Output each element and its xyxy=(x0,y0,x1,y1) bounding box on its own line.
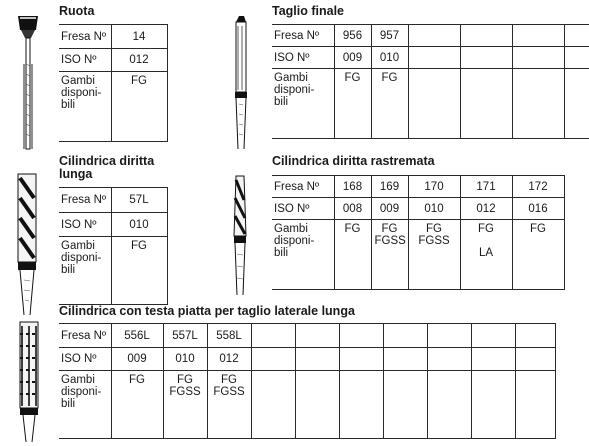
table-cell xyxy=(111,213,167,237)
table-cell xyxy=(512,25,564,47)
cell-line: 172 xyxy=(528,180,548,193)
label-line: Gambi xyxy=(274,223,308,235)
cell-line: 012 xyxy=(219,353,239,365)
table-cell xyxy=(251,348,295,371)
label-line: Fresa Nº xyxy=(274,29,320,42)
cell-line: 558L xyxy=(216,329,242,342)
cell-line: FG xyxy=(381,223,398,235)
table-cell xyxy=(334,220,371,290)
row-label xyxy=(272,220,334,290)
table-cell xyxy=(427,348,471,371)
table-cell xyxy=(460,25,512,47)
table-cell xyxy=(334,198,371,220)
row-label xyxy=(272,69,334,139)
row-label xyxy=(59,348,111,371)
table-cell xyxy=(207,324,251,348)
table-cell xyxy=(207,371,251,439)
cell-line: FG xyxy=(221,374,237,386)
table-cell xyxy=(111,25,167,49)
title-line: lunga xyxy=(59,167,93,181)
label-line: Fresa Nº xyxy=(61,194,107,206)
table-cell xyxy=(207,348,251,371)
cell-line: 956 xyxy=(342,29,363,42)
table-cell xyxy=(334,69,371,139)
table-row xyxy=(272,198,564,220)
cell-line: 010 xyxy=(175,353,195,365)
cell-line: 57L xyxy=(129,194,149,206)
table-cell xyxy=(383,348,427,371)
cell-line: 009 xyxy=(342,51,363,64)
cell-line: FG xyxy=(530,223,546,235)
label-line: bili xyxy=(61,398,76,410)
table-cell xyxy=(515,324,555,348)
row-label xyxy=(272,25,334,47)
table-cell xyxy=(111,348,163,371)
label-line: disponi- xyxy=(61,252,102,264)
cell-line: 168 xyxy=(342,180,363,193)
table-cell xyxy=(163,348,207,371)
table-cell xyxy=(564,25,589,47)
table-cell xyxy=(512,176,564,198)
label-line: bili xyxy=(61,99,76,111)
table-cilindrica-lunga xyxy=(59,187,168,305)
table-row xyxy=(59,72,167,142)
table-cell xyxy=(111,72,167,142)
table-row xyxy=(59,371,555,439)
table-row xyxy=(59,237,167,305)
cell-line: FG xyxy=(344,223,361,235)
row-label xyxy=(59,371,111,439)
row-label xyxy=(59,72,111,142)
table-cell xyxy=(515,371,555,439)
label-line: disponi- xyxy=(61,386,102,398)
table-cell xyxy=(334,176,371,198)
cell-line: FG xyxy=(426,223,442,235)
label-line: Gambi xyxy=(61,374,95,386)
table-cell xyxy=(460,69,512,139)
table-cell xyxy=(339,324,383,348)
table-cell xyxy=(512,47,564,69)
table-row xyxy=(59,213,167,237)
label-line: bili xyxy=(274,247,289,259)
label-line: ISO Nº xyxy=(61,218,97,231)
table-cell xyxy=(111,49,167,72)
table-cell xyxy=(408,198,460,220)
cell-line: 009 xyxy=(127,353,147,365)
table-cell xyxy=(111,237,167,305)
table-cell xyxy=(383,371,427,439)
label-line: Fresa Nº xyxy=(61,329,107,342)
label-line: Gambi xyxy=(61,240,95,252)
table-cell xyxy=(460,198,512,220)
table-cell xyxy=(460,47,512,69)
bur-tapered-icon xyxy=(226,170,256,300)
label-line: bili xyxy=(274,96,289,108)
bur-wheel-icon xyxy=(6,4,50,152)
table-cell xyxy=(471,324,515,348)
section-title-ruota: Ruota xyxy=(59,4,95,18)
cell-line xyxy=(464,235,509,247)
table-row xyxy=(59,25,167,49)
bur-end-cutting-icon xyxy=(230,4,254,152)
cell-line: FG xyxy=(478,223,494,235)
label-line: bili xyxy=(61,264,76,276)
label-line: ISO Nº xyxy=(61,54,97,66)
table-cell xyxy=(163,324,207,348)
section-title-taglio-finale: Taglio finale xyxy=(272,4,344,18)
table-cell xyxy=(512,198,564,220)
table-cell xyxy=(471,371,515,439)
row-label xyxy=(272,198,334,220)
section-title-cilindrica-rastremata: Cilindrica diritta rastremata xyxy=(272,154,435,168)
table-cell xyxy=(460,176,512,198)
cell-line: FG xyxy=(344,72,361,84)
label-line: Fresa Nº xyxy=(61,30,107,43)
cell-line: 171 xyxy=(476,180,496,193)
table-testa-piatta xyxy=(59,323,556,439)
table-cell xyxy=(512,69,564,139)
cell-line: 008 xyxy=(342,202,363,215)
title-line: Cilindrica diritta xyxy=(59,154,155,168)
label-line: ISO Nº xyxy=(274,202,310,215)
cell-line: 557L xyxy=(172,329,198,342)
table-cell xyxy=(111,324,163,348)
cell-line: LA xyxy=(478,247,494,259)
table-cell xyxy=(295,371,339,439)
cell-line: 957 xyxy=(379,29,400,42)
label-line: Gambi xyxy=(61,75,95,87)
table-cell xyxy=(371,69,408,139)
table-cell xyxy=(111,371,163,439)
table-row xyxy=(59,324,555,348)
cell-line: FG xyxy=(129,374,145,386)
bur-flat-end-long-icon xyxy=(10,318,50,444)
table-cell xyxy=(460,220,512,290)
row-label xyxy=(59,324,111,348)
table-row xyxy=(272,47,589,69)
section-title-testa-piatta: Cilindrica con testa piatta per taglio laterale lunga xyxy=(59,304,355,318)
table-cell xyxy=(339,348,383,371)
table-cell xyxy=(111,188,167,213)
table-cell xyxy=(427,324,471,348)
row-label xyxy=(272,47,334,69)
cell-line: FGSS xyxy=(374,235,406,247)
table-cell xyxy=(383,324,427,348)
table-row xyxy=(272,69,589,139)
label-line: ISO Nº xyxy=(274,51,310,64)
row-label xyxy=(272,176,334,198)
label-line: Fresa Nº xyxy=(274,180,320,193)
section-title-cilindrica-lunga xyxy=(59,155,154,181)
table-cell xyxy=(408,69,460,139)
row-label xyxy=(59,213,111,237)
table-cell xyxy=(251,371,295,439)
table-cell xyxy=(371,176,408,198)
table-cell xyxy=(408,47,460,69)
table-row xyxy=(59,49,167,72)
table-cell xyxy=(408,25,460,47)
row-label xyxy=(59,237,111,305)
cell-line: 009 xyxy=(379,202,400,215)
label-line: disponi- xyxy=(61,87,102,99)
label-line: Gambi xyxy=(274,72,308,84)
table-cilindrica-rastremata xyxy=(272,175,565,290)
cell-line: 556L xyxy=(124,329,150,342)
table-row xyxy=(272,25,589,47)
table-cell xyxy=(408,176,460,198)
cell-line: 170 xyxy=(424,180,444,193)
cell-line: FG xyxy=(177,374,193,386)
table-taglio-finale xyxy=(272,24,589,139)
row-label xyxy=(59,25,111,49)
cell-line: 010 xyxy=(129,218,149,231)
cell-line: 012 xyxy=(476,202,496,215)
cell-line: 010 xyxy=(379,51,400,64)
table-cell xyxy=(564,47,589,69)
cell-line: FGSS xyxy=(418,235,450,247)
table-cell xyxy=(334,25,371,47)
cell-line: 016 xyxy=(528,202,548,215)
table-cell xyxy=(408,220,460,290)
cell-line: 169 xyxy=(379,180,400,193)
row-label xyxy=(59,188,111,213)
table-cell xyxy=(251,324,295,348)
table-cell xyxy=(295,324,339,348)
table-cell xyxy=(339,371,383,439)
table-cell xyxy=(371,198,408,220)
table-cell xyxy=(371,47,408,69)
table-ruota xyxy=(59,24,168,142)
table-cell xyxy=(512,220,564,290)
cell-line: FG xyxy=(131,240,147,252)
table-cell xyxy=(163,371,207,439)
table-cell xyxy=(471,348,515,371)
cell-line: 14 xyxy=(132,30,146,43)
bur-straight-long-icon xyxy=(8,170,48,320)
table-cell xyxy=(334,47,371,69)
label-line: ISO Nº xyxy=(61,353,97,365)
table-cell xyxy=(371,220,408,290)
cell-line: FG xyxy=(381,72,398,84)
cell-line: 010 xyxy=(424,202,444,215)
cell-line: 012 xyxy=(129,54,149,66)
table-row xyxy=(59,348,555,371)
table-cell xyxy=(564,69,589,139)
table-row xyxy=(272,176,564,198)
label-line: disponi- xyxy=(274,235,315,247)
cell-line: FG xyxy=(131,75,147,87)
label-line: disponi- xyxy=(274,84,315,96)
table-cell xyxy=(427,371,471,439)
cell-line: FGSS xyxy=(213,386,245,398)
table-row xyxy=(59,188,167,213)
table-row xyxy=(272,220,564,290)
row-label xyxy=(59,49,111,72)
cell-line: FGSS xyxy=(169,386,201,398)
table-cell xyxy=(371,25,408,47)
table-cell xyxy=(515,348,555,371)
table-cell xyxy=(295,348,339,371)
